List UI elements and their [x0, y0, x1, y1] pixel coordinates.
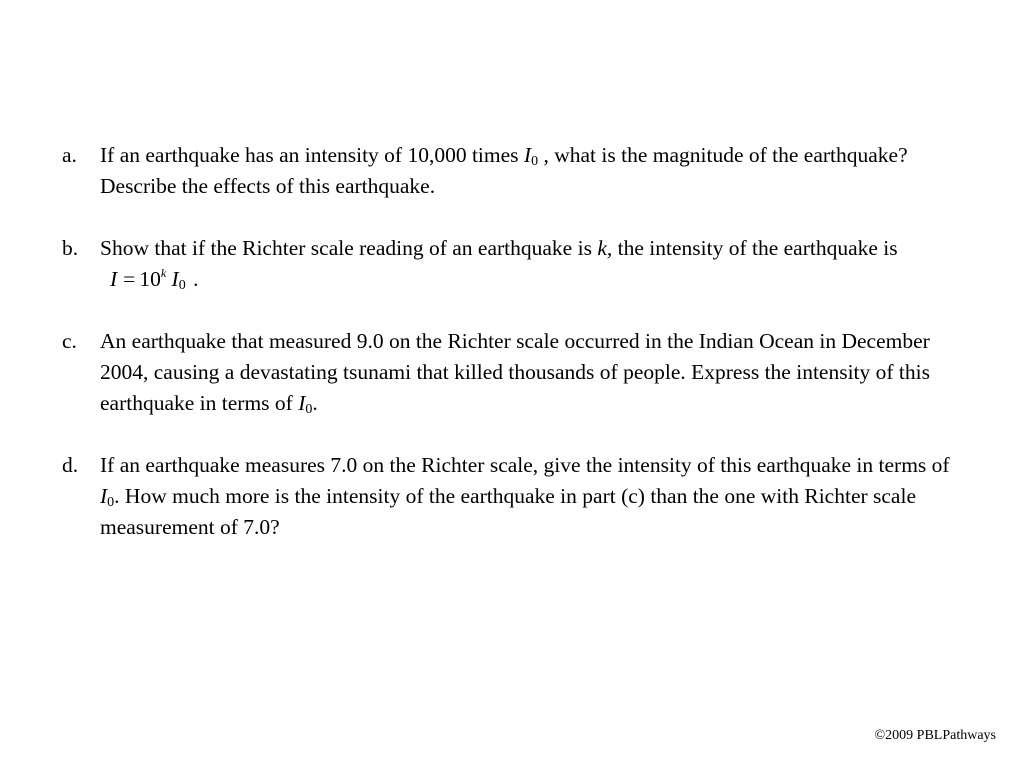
text-run: An earthquake that measured 9.0 on the Richter scale occurred in the Indian Ocean in December 2004, causing a devastating tsunami that killed thousands of people. Express the intensity of this earthquake in terms of	[100, 329, 930, 415]
text-run: .	[187, 267, 199, 291]
item-text	[100, 140, 962, 202]
item-marker: b.	[62, 236, 79, 260]
subscript: 0	[531, 154, 539, 169]
item-text	[100, 326, 962, 419]
subscript: 0	[305, 402, 313, 417]
formula-variable: I	[171, 267, 179, 291]
question-item-b	[62, 233, 962, 295]
formula-lhs: I	[110, 267, 118, 291]
text-run: , what is the magnitude of the earthquake? Describe the effects of this earthquake.	[100, 143, 908, 198]
subscript: 0	[107, 495, 115, 510]
text-run: . How much more is the intensity of the earthquake in part (c) than the one with Richter scale measurement of 7.0?	[100, 484, 916, 539]
question-list	[62, 140, 962, 574]
formula-base: 10	[139, 267, 161, 291]
text-run: Show that if the Richter scale reading of an earthquake is	[100, 236, 598, 260]
text-run: If an earthquake has an intensity of 10,000 times	[100, 143, 524, 167]
question-item-c	[62, 326, 962, 419]
formula-subscript: 0	[178, 278, 186, 293]
question-item-d	[62, 450, 962, 543]
text-run: If an earthquake measures 7.0 on the Richter scale, give the intensity of this earthquake in terms of	[100, 453, 950, 477]
variable: I	[100, 484, 108, 508]
variable: I	[298, 391, 306, 415]
variable: k,	[597, 236, 613, 260]
question-item-a	[62, 140, 962, 202]
item-text	[100, 450, 962, 543]
text-run: .	[312, 391, 318, 415]
variable: I	[523, 143, 532, 167]
item-text	[100, 233, 962, 295]
formula-equals: =	[123, 267, 136, 291]
formula-exponent: k	[160, 266, 167, 280]
intensity-formula	[110, 264, 186, 295]
item-marker: c.	[62, 329, 77, 353]
copyright-footer: ©2009 PBLPathways	[874, 728, 996, 743]
text-run: the intensity of the earthquake is	[612, 236, 898, 260]
item-marker: a.	[62, 143, 77, 167]
item-marker: d.	[62, 453, 79, 477]
